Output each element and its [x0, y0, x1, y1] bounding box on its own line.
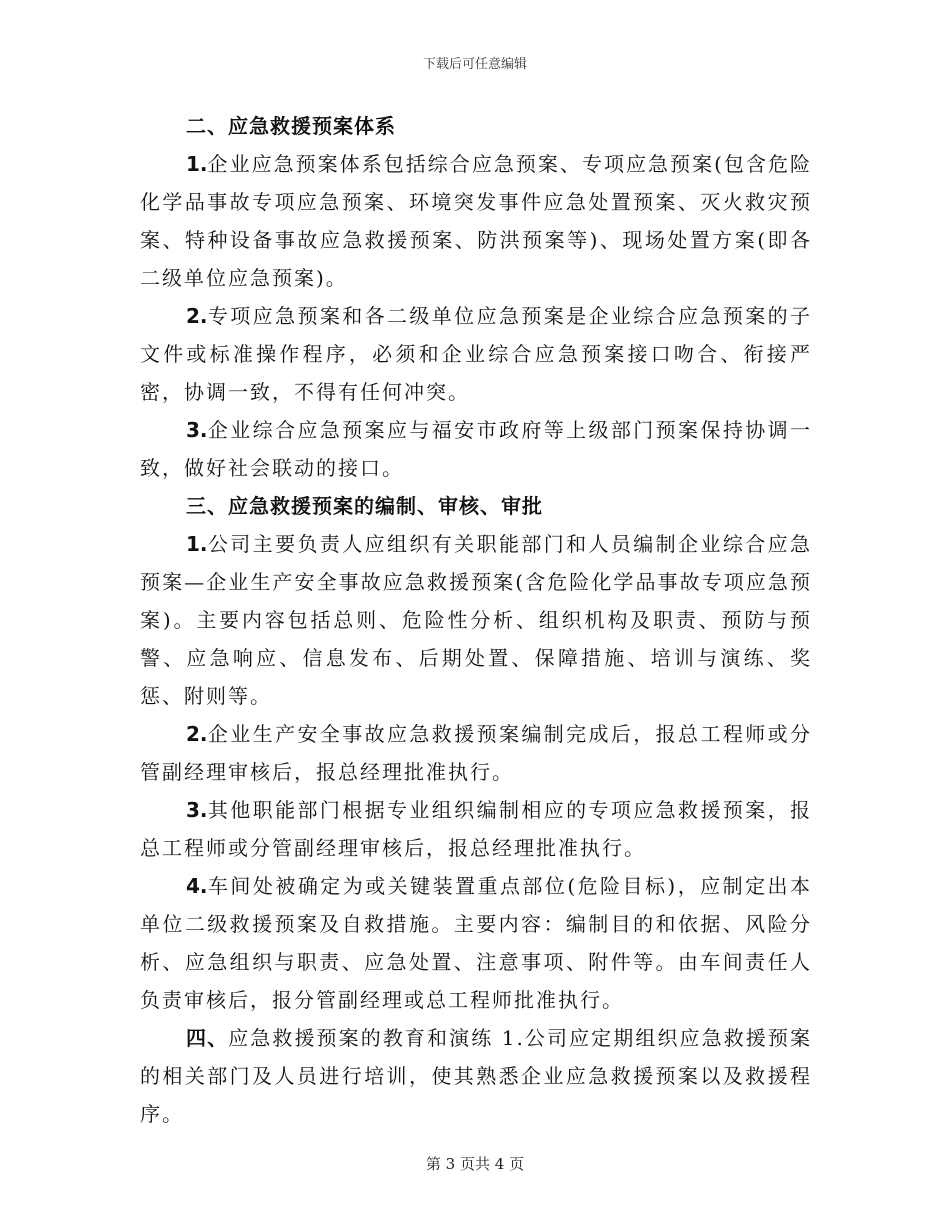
paragraph-3-1	[140, 525, 812, 715]
paragraph-text: 企业生产安全事故应急救援预案编制完成后，报总工程师或分管副经理审核后，报总经理批准执行。	[140, 722, 812, 784]
paragraph-text: 应急救援预案的教育和演练 1.公司应定期组织应急救援预案的相关部门及人员进行培训，使其熟悉企业应急救援预案以及救援程序。	[140, 1026, 812, 1126]
paragraph-4	[140, 1019, 812, 1133]
paragraph-number: 4.	[186, 874, 208, 898]
paragraph-2-2	[140, 297, 812, 411]
paragraph-3-4	[140, 867, 812, 1019]
document-body	[140, 107, 812, 1133]
paragraph-number: 2.	[186, 722, 208, 746]
paragraph-number: 1.	[186, 152, 208, 176]
paragraph-text: 车间处被确定为或关键装置重点部位(危险目标)，应制定出本单位二级救援预案及自救措施。主要内容：编制目的和依据、风险分析、应急组织与职责、应急处置、注意事项、附件等。由车间责任人负责审核后，报分管副经理或总工程师批准执行。	[140, 874, 812, 1012]
paragraph-text: 企业综合应急预案应与福安市政府等上级部门预案保持协调一致，做好社会联动的接口。	[140, 418, 812, 480]
header-note: 下载后可任意编辑	[422, 57, 527, 72]
paragraph-number: 3.	[186, 418, 208, 442]
paragraph-number: 1.	[186, 532, 208, 556]
page-indicator: 第 3 页共 4 页	[425, 1155, 525, 1173]
paragraph-text: 公司主要负责人应组织有关职能部门和人员编制企业综合应急预案—企业生产安全事故应急救援预案(含危险化学品事故专项应急预案)。主要内容包括总则、危险性分析、组织机构及职责、预防与预警、应急响应、信息发布、后期处置、保障措施、培训与演练、奖惩、附则等。	[140, 532, 812, 708]
section-title-4: 四、	[186, 1026, 229, 1050]
paragraph-text: 专项应急预案和各二级单位应急预案是企业综合应急预案的子文件或标准操作程序，必须和企业综合应急预案接口吻合、衔接严密，协调一致，不得有任何冲突。	[140, 304, 812, 404]
paragraph-number: 3.	[186, 798, 208, 822]
paragraph-2-1	[140, 145, 812, 297]
paragraph-text: 其他职能部门根据专业组织编制相应的专项应急救援预案，报总工程师或分管副经理审核后，报总经理批准执行。	[140, 798, 812, 860]
paragraph-3-3	[140, 791, 812, 867]
section-title-3: 三、应急救援预案的编制、审核、审批	[186, 494, 543, 518]
paragraph-3-2	[140, 715, 812, 791]
paragraph-2-3	[140, 411, 812, 487]
section-title-2: 二、应急救援预案体系	[186, 114, 396, 138]
paragraph-number: 2.	[186, 304, 208, 328]
paragraph-text: 企业应急预案体系包括综合应急预案、专项应急预案(包含危险化学品事故专项应急预案、环境突发事件应急处置预案、灭火救灾预案、特种设备事故应急救援预案、防洪预案等)、现场处置方案(即各二级单位应急预案)。	[140, 152, 812, 290]
